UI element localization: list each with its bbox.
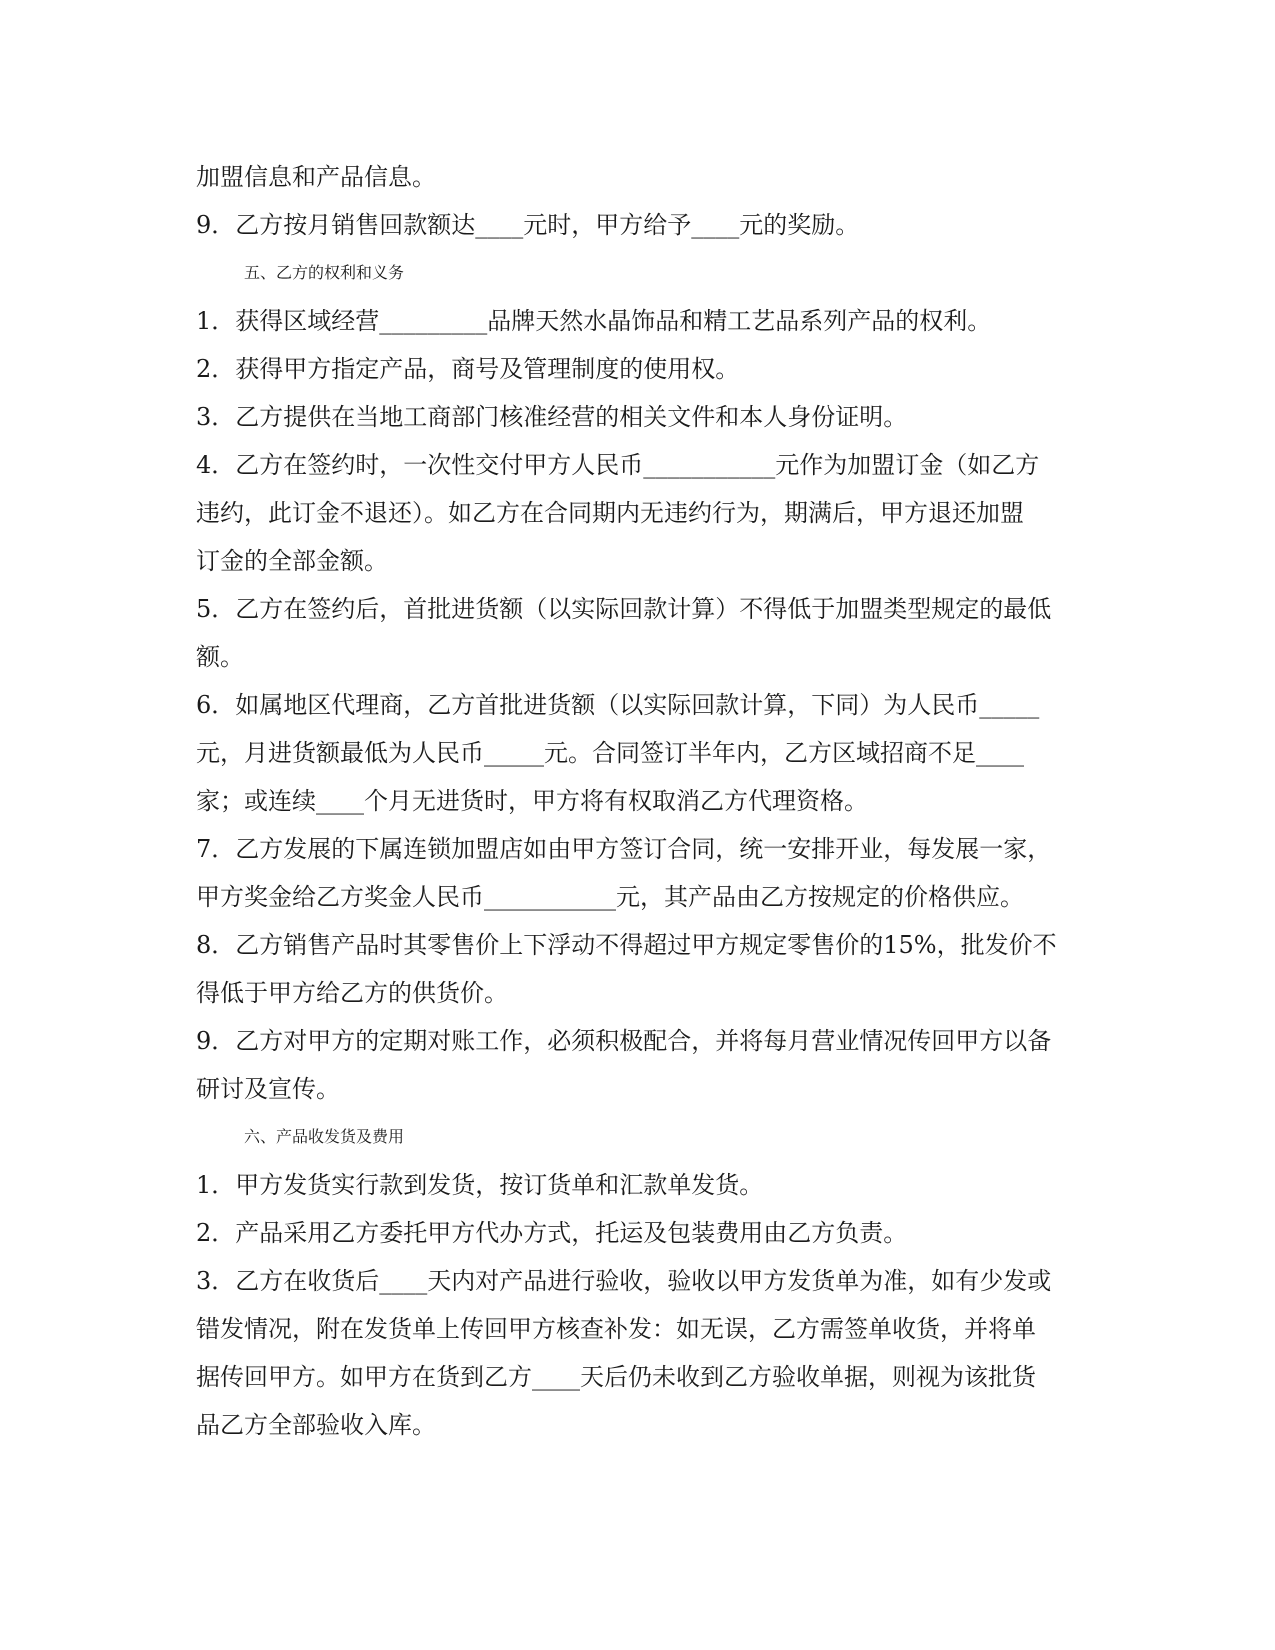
document-line: 加盟信息和产品信息。 — [196, 163, 436, 191]
document-line: 1．甲方发货实行款到发货，按订货单和汇款单发货。 — [196, 1171, 764, 1199]
document-line: 6．如属地区代理商，乙方首批进货额（以实际回款计算，下同）为人民币_____ — [196, 691, 1040, 719]
section-heading: 六、产品收发货及费用 — [244, 1127, 405, 1146]
document-line: 7．乙方发展的下属连锁加盟店如由甲方签订合同，统一安排开业，每发展一家， — [196, 835, 1052, 863]
section-heading: 五、乙方的权利和义务 — [244, 263, 405, 282]
document-line: 品乙方全部验收入库。 — [196, 1411, 436, 1439]
document-line: 4．乙方在签约时，一次性交付甲方人民币___________元作为加盟订金（如乙方 — [196, 451, 1040, 479]
document-line: 错发情况，附在发货单上传回甲方核查补发：如无误，乙方需签单收货，并将单 — [196, 1315, 1036, 1343]
document-line: 甲方奖金给乙方奖金人民币___________元，其产品由乙方按规定的价格供应。 — [196, 883, 1024, 911]
document-line: 订金的全部金额。 — [196, 547, 388, 575]
document-line: 据传回甲方。如甲方在货到乙方____天后仍未收到乙方验收单据，则视为该批货 — [196, 1363, 1036, 1391]
document-line: 3．乙方在收货后____天内对产品进行验收，验收以甲方发货单为准，如有少发或 — [196, 1267, 1052, 1295]
document-line: 9．乙方对甲方的定期对账工作，必须积极配合，并将每月营业情况传回甲方以备 — [196, 1027, 1052, 1055]
document-line: 9．乙方按月销售回款额达____元时，甲方给予____元的奖励。 — [196, 211, 860, 239]
document-line: 1．获得区域经营_________品牌天然水晶饰品和精工艺品系列产品的权利。 — [196, 307, 992, 335]
document-line: 3．乙方提供在当地工商部门核准经营的相关文件和本人身份证明。 — [196, 403, 908, 431]
document-line: 2．产品采用乙方委托甲方代办方式，托运及包装费用由乙方负责。 — [196, 1219, 908, 1247]
document-line: 家；或连续____个月无进货时，甲方将有权取消乙方代理资格。 — [196, 787, 868, 815]
document-line: 8．乙方销售产品时其零售价上下浮动不得超过甲方规定零售价的15%，批发价不 — [196, 931, 1057, 959]
document-line: 得低于甲方给乙方的供货价。 — [196, 979, 508, 1007]
document-line: 元，月进货额最低为人民币_____元。合同签订半年内，乙方区域招商不足____ — [196, 739, 1024, 767]
document-line: 研讨及宣传。 — [196, 1075, 340, 1103]
document-line: 2．获得甲方指定产品，商号及管理制度的使用权。 — [196, 355, 740, 383]
document-line: 违约，此订金不退还）。如乙方在合同期内无违约行为，期满后，甲方退还加盟 — [196, 499, 1024, 527]
document-line: 额。 — [196, 643, 244, 671]
document-line: 5．乙方在签约后，首批进货额（以实际回款计算）不得低于加盟类型规定的最低 — [196, 595, 1052, 623]
document-body — [196, 153, 1076, 1449]
